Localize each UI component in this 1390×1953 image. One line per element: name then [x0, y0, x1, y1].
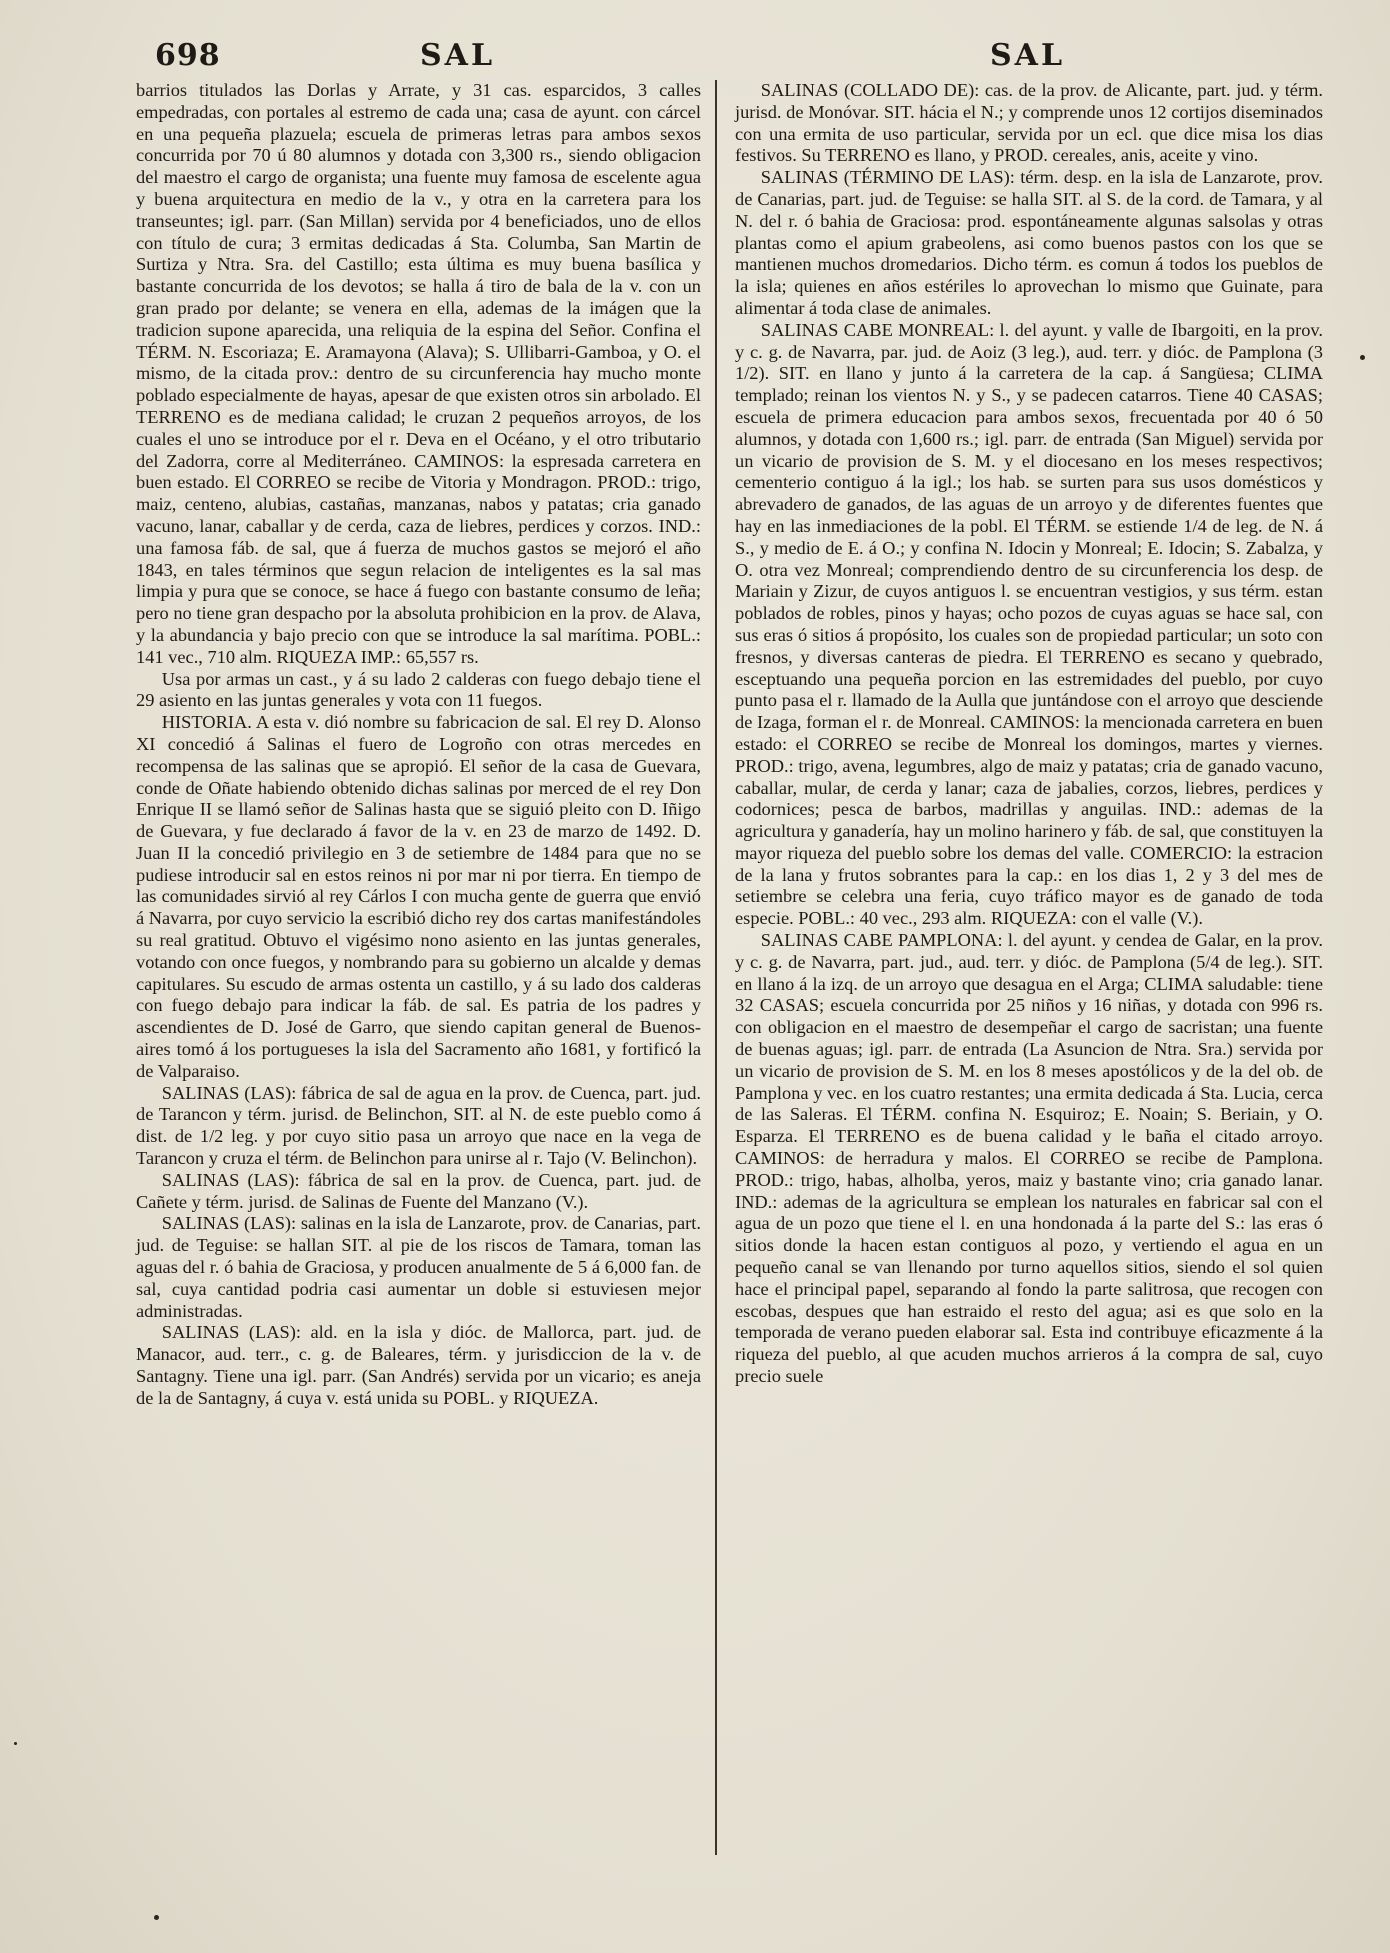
ink-speck — [154, 1915, 159, 1920]
right-column — [735, 80, 1323, 1388]
entry-salinas-termino: SALINAS (TÉRMINO DE LAS): térm. desp. en la isla de Lanzarote, prov. de Canarias, part. jud. de Teguise: se halla SIT. al S. de la cord. de Tamara, y al N. del r. ó bahia de Graciosa: prod. espontáneamente algunas salsolas y otras plantas como el apium grabeolens, asi como buenos pastos con los que se mantienen muchos dromedarios. Dicho térm. es comun á todos los pueblos de la isla; quienes en años estériles lo aprovechan lo mismo que Guinate, para alimentar á toda clase de animales. — [735, 167, 1323, 318]
text-paragraph: barrios titulados las Dorlas y Arrate, y 31 cas. esparcidos, 3 calles empedradas, con portales al estremo de cada una; casa de ayunt. con cárcel en una pequeña plazuela; escuela de primeras letras para ambos sexos concurrida por 70 ú 80 alumnos y dotada con 3,300 rs., siendo obligacion del maestro el cargo de organista; una fuente muy famosa de escelente agua y buena arquitectura en medio de la v., y otra en la carretera para los transeuntes; igl. parr. (San Millan) servida por 4 beneficiados, uno de ellos con título de cura; 3 ermitas dedicadas á Sta. Columba, San Martin de Surtiza y Ntra. Sra. del Castillo; esta última es muy buena basílica y bastante concurrida de los devotos; se halla á tiro de bala de la v. con un gran prado por delante; se venera en ella, ademas de la imágen que la tradicion supone aparecida, una reliquia de la espina del Señor. Confina el TÉRM. N. Escoriaza; E. Aramayona (Alava); S. Ullibarri-Gamboa, y O. el mismo, de la citada prov.: dentro de su circunferencia hay mucho monte poblado especialmente de hayas, apesar de que existen otros sin arbolado. El TERRENO es de mediana calidad; le cruzan 2 pequeños arroyos, de los cuales el uno se introduce por el r. Deva en el Océano, y el otro tributario del Zadorra, corre al Mediterráneo. CAMINOS: la espresada carretera en buen estado. El CORREO se recibe de Vitoria y Mondragon. PROD.: trigo, maiz, centeno, alubias, castañas, manzanas, nabos y patatas; cria ganado vacuno, lanar, caballar y de cerda, caza de liebres, perdices y corzos. IND.: una famosa fáb. de sal, que á fuerza de muchos gastos se mejoró el año 1843, en tales términos que segun relacion de inteligentes es la sal mas limpia y pura que se conoce, se hace á fuego con bastante consumo de leña; pero no tiene gran despacho por la absoluta prohibicion en la prov. de Alava, y la abundancia y bajo precio con que se introduce la sal marítima. POBL.: 141 vec., 710 alm. RIQUEZA IMP.: 65,557 rs. — [136, 80, 701, 667]
entry-salinas-collado: SALINAS (COLLADO DE): cas. de la prov. de Alicante, part. jud. y térm. jurisd. de Monóvar. SIT. hácia el N.; y comprende unos 12 cortijos diseminados con una ermita de uso particular, servida por un ecl. que dice misa los dias festivos. Su TERRENO es llano, y PROD. cereales, anis, aceite y vino. — [735, 80, 1323, 166]
entry-salinas-cabe-monreal: SALINAS CABE MONREAL: l. del ayunt. y valle de Ibargoiti, en la prov. y c. g. de Navarra, par. jud. de Aoiz (3 leg.), aud. terr. y dióc. de Pamplona (3 1/2). SIT. en llano y junto á la carretera de la cap. á Sangüesa; CLIMA templado; reinan los vientos N. y S., y se padecen catarros. Tiene 40 CASAS; escuela de primera educacion para ambos sexos, frecuentada por 40 ó 50 alumnos, y dotada con 1,600 rs.; igl. parr. de entrada (San Miguel) servida por un vicario de provision de S. M. y el diocesano en los meses respectivos; cementerio contiguo á la igl.; los hab. se surten para sus usos domésticos y abrevadero de ganados, de las aguas de un arroyo y de diferentes fuentes que hay en las inmediaciones de la pobl. El TÉRM. se estiende 1/4 de leg. de N. á S., y medio de E. á O.; y confina N. Idocin y Monreal; E. Idocin; S. Zabalza, y O. otra vez Monreal; comprendiendo dentro de su circunferencia los desp. de Mariain y Zizur, de cuyos antiguos l. se encuentran vestigios, y sus térm. estan poblados de robles, pinos y hayas; ocho pozos de cuyas aguas se hace sal, con sus eras ó sitios á propósito, los cuales son de propiedad particular; un soto con fresnos, y diversas canteras de piedra. El TERRENO es secano y quebrado, esceptuando una pequeña porcion en las estremidades del pueblo, por cuyo punto pasa el r. llamado de la Aulla que juntándose con el arroyo que desciende de Izaga, forman el r. de Monreal. CAMINOS: la mencionada carretera en buen estado: el CORREO se recibe de Monreal los domingos, martes y viernes. PROD.: trigo, avena, legumbres, algo de maiz y patatas; cria de ganado vacuno, caballar, mular, de cerda y lanar; caza de jabalies, corzos, liebres, perdices y codornices; pesca de barbos, madrillas y anguilas. IND.: ademas de la agricultura y ganadería, hay un molino harinero y fáb. de sal, que constituyen la mayor riqueza del pueblo sobre los demas del valle. COMERCIO: la estracion de la lana y frutos sobrantes para la cap.: en los dias 1, 2 y 3 del mes de setiembre se celebra una feria, cuyo tráfico mayor es de ganado de toda especie. POBL.: 40 vec., 293 alm. RIQUEZA: con el valle (V.). — [735, 319, 1323, 929]
ink-speck — [1360, 355, 1365, 360]
page-header — [155, 38, 1245, 78]
entry-salinas-cabe-pamplona: SALINAS CABE PAMPLONA: l. del ayunt. y cendea de Galar, en la prov. y c. g. de Navarra, part. jud., aud. terr. y dióc. de Pamplona (5/4 de leg.). SIT. en llano á la izq. de un arroyo que desagua en el Arga; CLIMA saludable: tiene 32 CASAS; escuela concurrida por 25 niños y 16 niñas, y dotada con 996 rs. con obligacion en el maestro de desempeñar el cargo de sacristan; una fuente de buenas aguas; igl. parr. de entrada (La Asuncion de Ntra. Sra.) servida por un vicario de provision de S. M. en los 8 meses apostólicos y de la del ob. de Pamplona y vec. en los cuatro restantes; una ermita dedicada á Sta. Lucia, cerca de las Saleras. El TÉRM. confina N. Esquiroz; E. Noain; S. Beriain, y O. Esparza. El TERRENO es de buena calidad y le baña el citado arroyo. CAMINOS: de herradura y malos. El CORREO se recibe de Pamplona. PROD.: trigo, habas, alholba, yeros, maiz y bastante vino; cria ganado lanar. IND.: ademas de la agricultura se emplean los naturales en fabricar sal con el agua de un pozo que tiene el l. en una hondonada á la parte del S.: las eras ó sitios donde la hacen estan contiguos al pozo, y vertiendo el agua en un pequeño canal se van llenando por turno aquellos sitios, siendo el sol quien hace el principal papel, separando al fondo la parte salitrosa, que recogen con escobas, despues que han estraido el resto del agua; asi es que solo en la temporada de verano pueden elaborar sal. Esta ind contribuye eficazmente á la riqueza del pueblo, al que acuden muchos arrieros á la compra de sal, cuyo precio suele — [735, 930, 1323, 1387]
entry-salinas-las-cuenca-tarancon: SALINAS (LAS): fábrica de sal de agua en la prov. de Cuenca, part. jud. de Tarancon y térm. jurisd. de Belinchon, SIT. al N. de este pueblo como á dist. de 1/2 leg. y por cuyo sitio pasa un arroyo que nace en la vega de Tarancon y cruza el térm. de Belinchon para unirse al r. Tajo (V. Belinchon). — [136, 1082, 701, 1169]
left-column — [136, 80, 701, 1410]
history-paragraph: HISTORIA. A esta v. dió nombre su fabricacion de sal. El rey D. Alonso XI concedió á Salinas el fuero de Logroño con otras mercedes en recompensa de las salinas que se apropió. El señor de la casa de Guevara, conde de Oñate habiendo obtenido dichas salinas por merced de el rey Don Enrique II se llamó señor de Salinas hasta que se siguió pleito con D. Iñigo de Guevara, y fue declarado á favor de la v. en 23 de marzo de 1492. D. Juan II la concedió privilegio en 3 de setiembre de 1484 para que no se pudiese introducir sal en estos reinos ni por mar ni por tierra. En tiempo de las comunidades sirvió al rey Cárlos I con mucha gente de guerra que envió á Navarra, por cuyo servicio la escribió dicho rey dos cartas manifestándoles su real gratitud. Obtuvo el vigésimo nono asiento en las juntas generales, votando con once fuegos, y nombrando para su gobierno un alcalde y demas capitulares. Su escudo de armas ostenta un castillo, y á su lado dos calderas con fuego debajo para indicar la fáb. de sal. Es patria de los padres y ascendientes de D. José de Garro, que siendo capitan general de Buenos-aires tomó á los portugueses la isla del Sacramento año 1681, y fortificó la de Valparaiso. — [136, 712, 701, 1081]
entry-salinas-las-lanzarote: SALINAS (LAS): salinas en la isla de Lanzarote, prov. de Canarias, part. jud. de Teguise: se hallan SIT. al pie de los riscos de Tamara, toman las aguas del r. ó bahia de Graciosa, y producen anualmente de 5 á 6,000 fan. de sal, cuya cantidad podria casi aumentar un doble si estuviesen mejor administradas. — [136, 1213, 701, 1321]
running-head-left: SAL — [420, 38, 496, 73]
running-head-right: SAL — [990, 38, 1066, 73]
entry-salinas-las-mallorca: SALINAS (LAS): ald. en la isla y dióc. de Mallorca, part. jud. de Manacor, aud. terr., c. g. de Baleares, térm. y jurisdiccion de la v. de Santagny. Tiene una igl. parr. (San Andrés) servida por un vicario; es aneja de la de Santagny, á cuya v. está unida su POBL. y RIQUEZA. — [136, 1322, 701, 1408]
ink-speck — [14, 1742, 17, 1745]
page-number: 698 — [155, 38, 221, 73]
entry-salinas-las-cuenca-canete: SALINAS (LAS): fábrica de sal en la prov. de Cuenca, part. jud. de Cañete y térm. jurisd. de Salinas de Fuente del Manzano (V.). — [136, 1169, 701, 1212]
column-divider — [715, 80, 717, 1855]
text-paragraph: Usa por armas un cast., y á su lado 2 calderas con fuego debajo tiene el 29 asiento en las juntas generales y vota con 11 fuegos. — [136, 668, 701, 711]
